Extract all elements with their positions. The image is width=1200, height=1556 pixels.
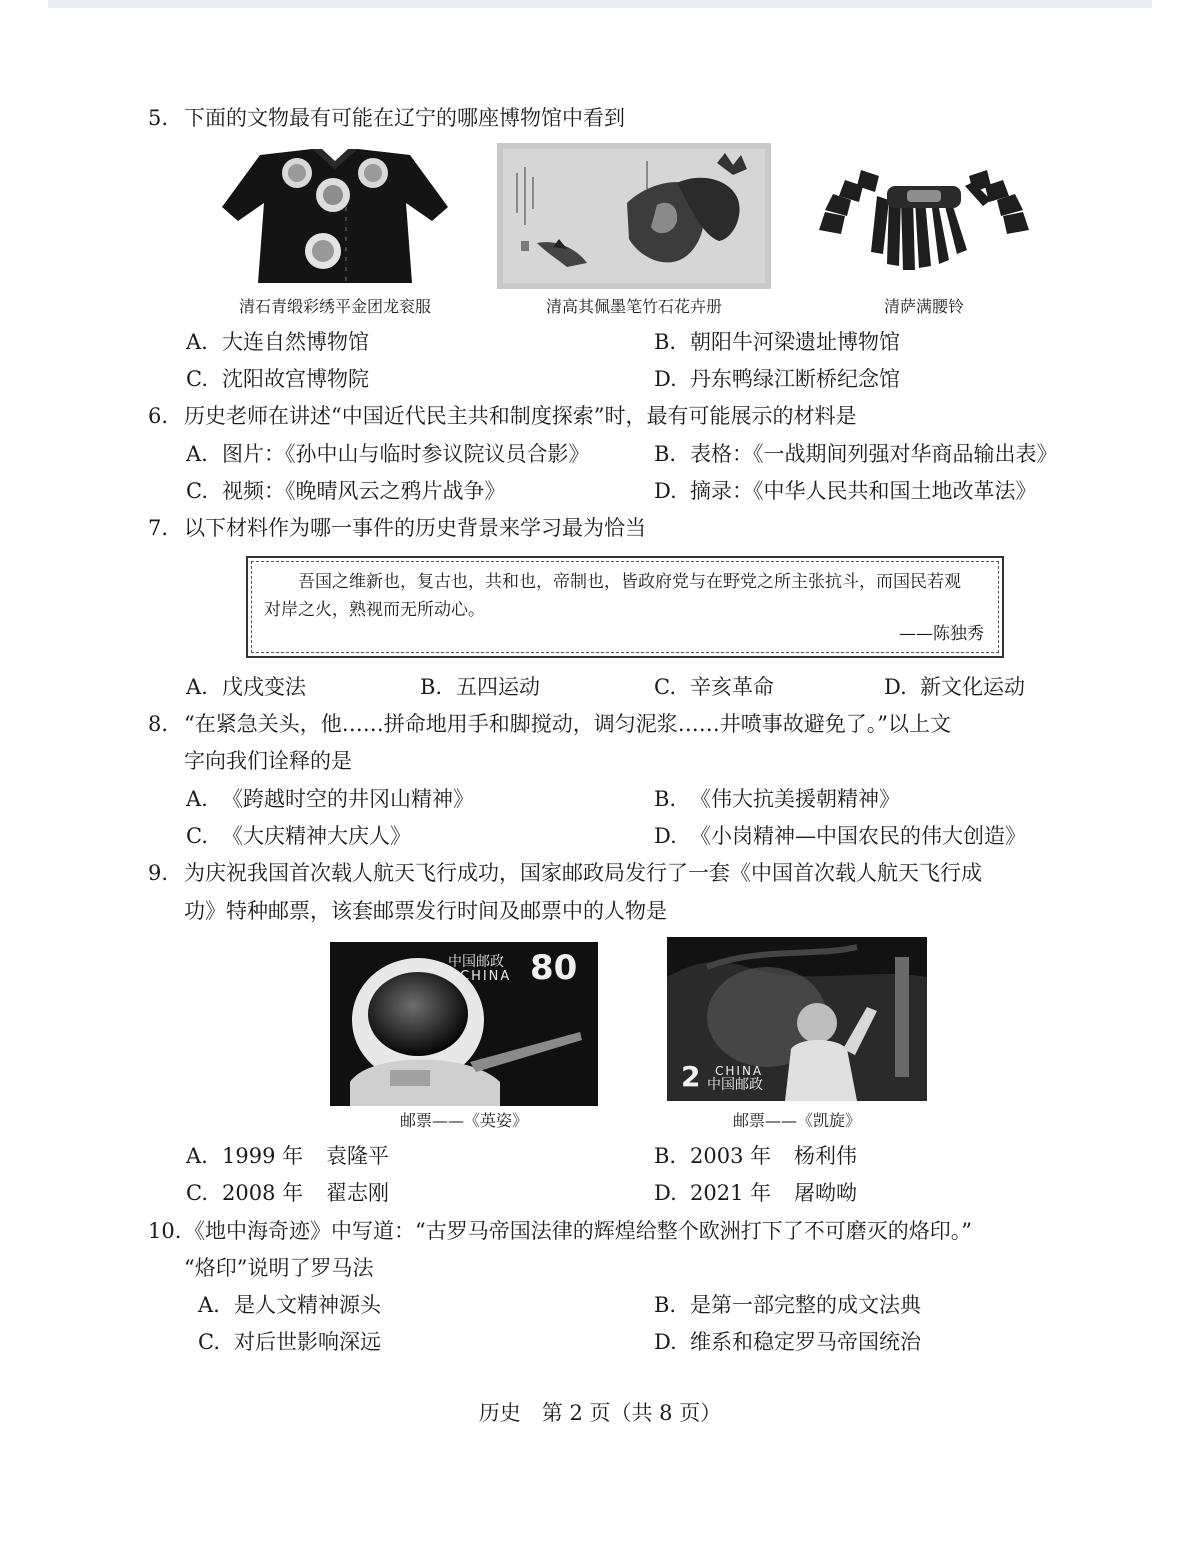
option-letter: A. — [198, 1293, 220, 1317]
q7-option-b[interactable] — [420, 672, 540, 702]
astronaut-waving-image — [667, 937, 927, 1101]
stamp-header: 中国邮政 — [707, 1077, 763, 1093]
option-letter: B. — [654, 330, 677, 354]
q7-option-d[interactable] — [884, 672, 1025, 702]
quote-author: ——陈独秀 — [899, 624, 984, 644]
q9-option-c[interactable] — [186, 1178, 389, 1208]
option-text: 《小岗精神—中国农民的伟大创造》 — [690, 824, 1026, 848]
option-person: 屠呦呦 — [794, 1181, 857, 1205]
option-letter: B. — [420, 675, 443, 699]
quote-box — [246, 556, 1004, 658]
option-text: 表格：《一战期间列强对华商品输出表》 — [690, 442, 1058, 466]
question-9 — [148, 858, 982, 888]
question-number: 6. — [148, 404, 169, 428]
option-text: 视频：《晚晴风云之鸦片战争》 — [222, 479, 506, 503]
question-number: 9. — [148, 861, 169, 885]
option-letter: A. — [186, 675, 208, 699]
q8-option-c[interactable] — [186, 821, 411, 851]
option-letter: C. — [198, 1330, 220, 1354]
figure-caption-robe: 清石青缎彩绣平金团龙衮服 — [238, 297, 431, 316]
stamp-header: 中国邮政 — [448, 954, 504, 970]
option-text: 维系和稳定罗马帝国统治 — [690, 1330, 921, 1354]
option-letter: B. — [654, 1293, 677, 1317]
q8-option-b[interactable] — [654, 784, 900, 814]
option-letter: D. — [654, 1330, 677, 1354]
figure-caption-painting: 清高其佩墨笔竹石花卉册 — [545, 297, 722, 316]
question-stem: 历史老师在讲述“中国近代民主共和制度探索”时，最有可能展示的材料是 — [184, 404, 857, 428]
q10-option-c[interactable] — [198, 1327, 381, 1357]
shaman-bell-image — [815, 160, 1033, 284]
q6-option-b[interactable] — [654, 439, 1058, 469]
quote-line-1: 吾国之维新也，复古也，共和也，帝制也，皆政府党与在野党之所主张抗斗，而国民若观 — [298, 572, 961, 592]
q6-option-c[interactable] — [186, 476, 506, 506]
question-5 — [148, 103, 625, 133]
question-stem-line-1: “在紧急关头，他……拼命地用手和脚搅动，调匀泥浆……井喷事故避免了。”以上文 — [184, 712, 951, 736]
option-person: 翟志刚 — [326, 1181, 389, 1205]
option-text: 朝阳牛河梁遗址博物馆 — [690, 330, 900, 354]
option-text: 《大庆精神大庆人》 — [222, 824, 411, 848]
question-10 — [148, 1216, 972, 1246]
option-letter: B. — [654, 442, 677, 466]
stamp-country: CHINA — [715, 1064, 764, 1078]
option-letter: A. — [186, 1144, 208, 1168]
stamp-triumphant-return — [667, 937, 927, 1101]
option-letter: C. — [186, 824, 208, 848]
question-stem-line-1: 为庆祝我国首次载人航天飞行成功，国家邮政局发行了一套《中国首次载人航天飞行成 — [184, 861, 982, 885]
option-year: 2008 年 — [222, 1181, 304, 1205]
option-letter: C. — [186, 367, 208, 391]
question-number: 8. — [148, 712, 169, 736]
question-9-line-2: 功》特种邮票，该套邮票发行时间及邮票中的人物是 — [184, 899, 667, 923]
page-top-band — [48, 0, 1152, 8]
option-text: 《伟大抗美援朝精神》 — [690, 787, 900, 811]
question-number: 5. — [148, 106, 169, 130]
q9-option-a[interactable] — [186, 1141, 389, 1171]
option-year: 2003 年 — [690, 1144, 772, 1168]
q7-option-a[interactable] — [186, 672, 306, 702]
question-7 — [148, 513, 646, 543]
option-letter: A. — [186, 330, 208, 354]
quote-line-2: 对岸之火，熟视而无所动心。 — [264, 600, 485, 620]
option-text: 大连自然博物馆 — [222, 330, 369, 354]
figure-caption-shaman-bell: 清萨满腰铃 — [883, 297, 964, 316]
q5-option-d[interactable] — [654, 364, 900, 394]
option-text: 新文化运动 — [920, 675, 1025, 699]
option-letter: D. — [654, 367, 677, 391]
option-letter: C. — [186, 479, 208, 503]
option-text: 五四运动 — [456, 675, 540, 699]
q7-option-c[interactable] — [654, 672, 774, 702]
option-letter: B. — [654, 787, 677, 811]
q10-option-b[interactable] — [654, 1290, 921, 1320]
option-letter: B. — [654, 1144, 677, 1168]
stamp-caption-heroic-pose: 邮票——《英姿》 — [399, 1111, 528, 1130]
option-letter: C. — [186, 1181, 208, 1205]
option-text: 辛亥革命 — [690, 675, 774, 699]
stamp-heroic-pose — [330, 942, 598, 1106]
stamp-value: 2 — [681, 1060, 701, 1093]
question-stem: 下面的文物最有可能在辽宁的哪座博物馆中看到 — [184, 106, 625, 130]
robe-image — [220, 147, 450, 287]
option-letter: D. — [654, 1181, 677, 1205]
question-number: 10. — [148, 1219, 182, 1243]
question-6 — [148, 401, 857, 431]
question-number: 7. — [148, 516, 169, 540]
quote-text — [264, 568, 986, 624]
option-year: 1999 年 — [222, 1144, 304, 1168]
question-stem: 以下材料作为哪一事件的历史背景来学习最为恰当 — [184, 516, 646, 540]
q9-option-b[interactable] — [654, 1141, 857, 1171]
q10-option-a[interactable] — [198, 1290, 381, 1320]
stamp-country: CHINA — [460, 969, 512, 984]
question-8 — [148, 709, 951, 739]
option-text: 沈阳故宫博物院 — [222, 367, 369, 391]
option-text: 《跨越时空的井冈山精神》 — [222, 787, 474, 811]
stamp-caption-triumphant-return: 邮票——《凯旋》 — [732, 1111, 861, 1130]
q8-option-d[interactable] — [654, 821, 1026, 851]
q10-option-d[interactable] — [654, 1327, 921, 1357]
option-letter: A. — [186, 787, 208, 811]
option-text: 丹东鸭绿江断桥纪念馆 — [690, 367, 900, 391]
q5-option-b[interactable] — [654, 327, 900, 357]
option-letter: C. — [654, 675, 676, 699]
q9-option-d[interactable] — [654, 1178, 857, 1208]
option-person: 杨利伟 — [794, 1144, 857, 1168]
option-letter: A. — [186, 442, 208, 466]
option-year: 2021 年 — [690, 1181, 772, 1205]
option-letter: D. — [654, 479, 677, 503]
q5-option-a[interactable] — [186, 327, 369, 357]
q8-option-a[interactable] — [186, 784, 474, 814]
q6-option-a[interactable] — [186, 439, 590, 469]
q5-option-c[interactable] — [186, 364, 369, 394]
option-text: 是人文精神源头 — [234, 1293, 381, 1317]
question-8-line-2: 字向我们诠释的是 — [184, 749, 352, 773]
option-text: 图片：《孙中山与临时参议院议员合影》 — [222, 442, 590, 466]
question-10-line-2: “烙印”说明了罗马法 — [184, 1256, 374, 1280]
option-text: 戊戌变法 — [222, 675, 306, 699]
option-letter: D. — [884, 675, 907, 699]
painting-image — [497, 143, 771, 289]
q6-option-d[interactable] — [654, 476, 1037, 506]
option-text: 对后世影响深远 — [234, 1330, 381, 1354]
question-stem-line-1: 《地中海奇迹》中写道：“古罗马帝国法律的辉煌给整个欧洲打下了不可磨灭的烙印。” — [184, 1219, 972, 1243]
option-letter: D. — [654, 824, 677, 848]
stamp-value: 80 — [530, 948, 578, 988]
option-text: 摘录：《中华人民共和国土地改革法》 — [690, 479, 1037, 503]
option-text: 是第一部完整的成文法典 — [690, 1293, 921, 1317]
page-footer: 历史 第 2 页（共 8 页） — [478, 1401, 722, 1425]
option-person: 袁隆平 — [326, 1144, 389, 1168]
